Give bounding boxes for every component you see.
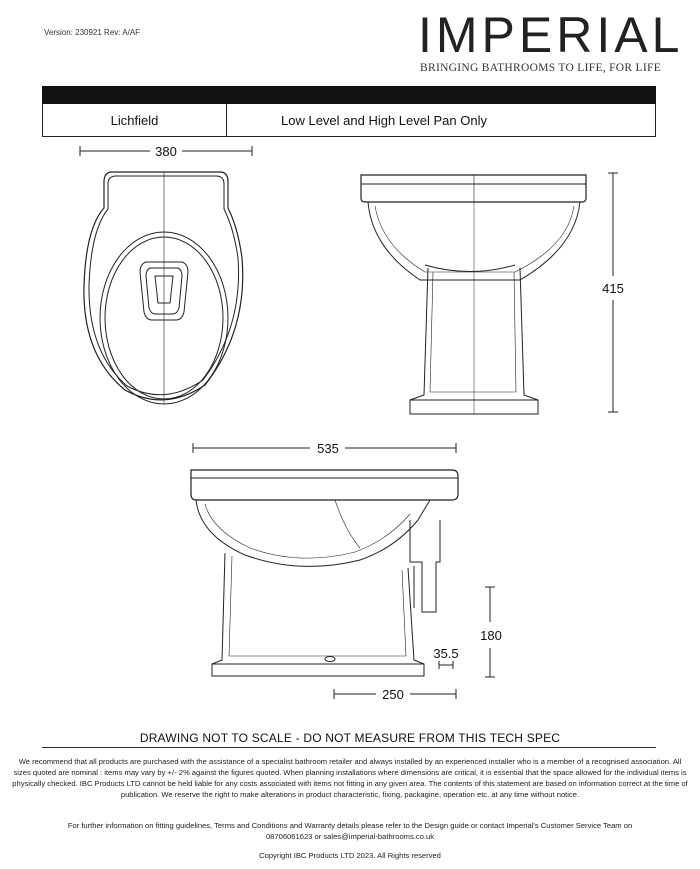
dim-outlet-offset-label: 35.5	[433, 646, 459, 661]
disclaimer-text: We recommend that all products are purchased with the assistance of a specialist bathroom retailer and always installed by an experienced installer who is a member of a recognised association. All sizes quoted are nominal : items may vary by +/- 2% against the figures quoted. When planning installations where dimensions are critical, it is essential that the space allowed for the individual items is physically checked. IBC Products LTD cannot be held liable for any costs associated with items not fitting in any given area. The contents of this statement are based on information correct at the time of publication. We reserve the right to make alterations in product characteristic, fixing, packagine, operation etc. at any time without notice.	[12, 757, 688, 799]
scale-notice: DRAWING NOT TO SCALE - DO NOT MEASURE FROM THIS TECH SPEC	[139, 731, 561, 745]
product-name: Lichfield	[43, 104, 227, 136]
front-view-drawing	[361, 173, 624, 414]
brand-logo: IMPERIAL	[418, 7, 684, 63]
divider	[42, 747, 656, 748]
copyright-text: Copyright IBC Products LTD 2023. All Rights reserved	[259, 851, 441, 860]
side-view-drawing	[191, 441, 502, 702]
brand-tagline: BRINGING BATHROOMS TO LIFE, FOR LIFE	[420, 62, 662, 74]
dim-height-label: 415	[602, 281, 624, 296]
product-description: Low Level and High Level Pan Only	[281, 112, 487, 128]
version-label: Version: 230921 Rev: A/AF	[44, 28, 141, 37]
top-view-drawing	[80, 144, 252, 404]
further-info-text: For further information on fitting guidelines, Terms and Conditions and Warranty details please refer to the Design guide or contact Imperial's Customer Service Team on 08706061623 or sales@imperial-bathrooms.co.uk	[67, 821, 633, 841]
dim-depth-label: 535	[317, 441, 339, 456]
dim-width-label: 380	[155, 144, 177, 159]
dim-outlet-height-label: 180	[480, 628, 502, 643]
dim-base-depth-label: 250	[382, 687, 404, 702]
